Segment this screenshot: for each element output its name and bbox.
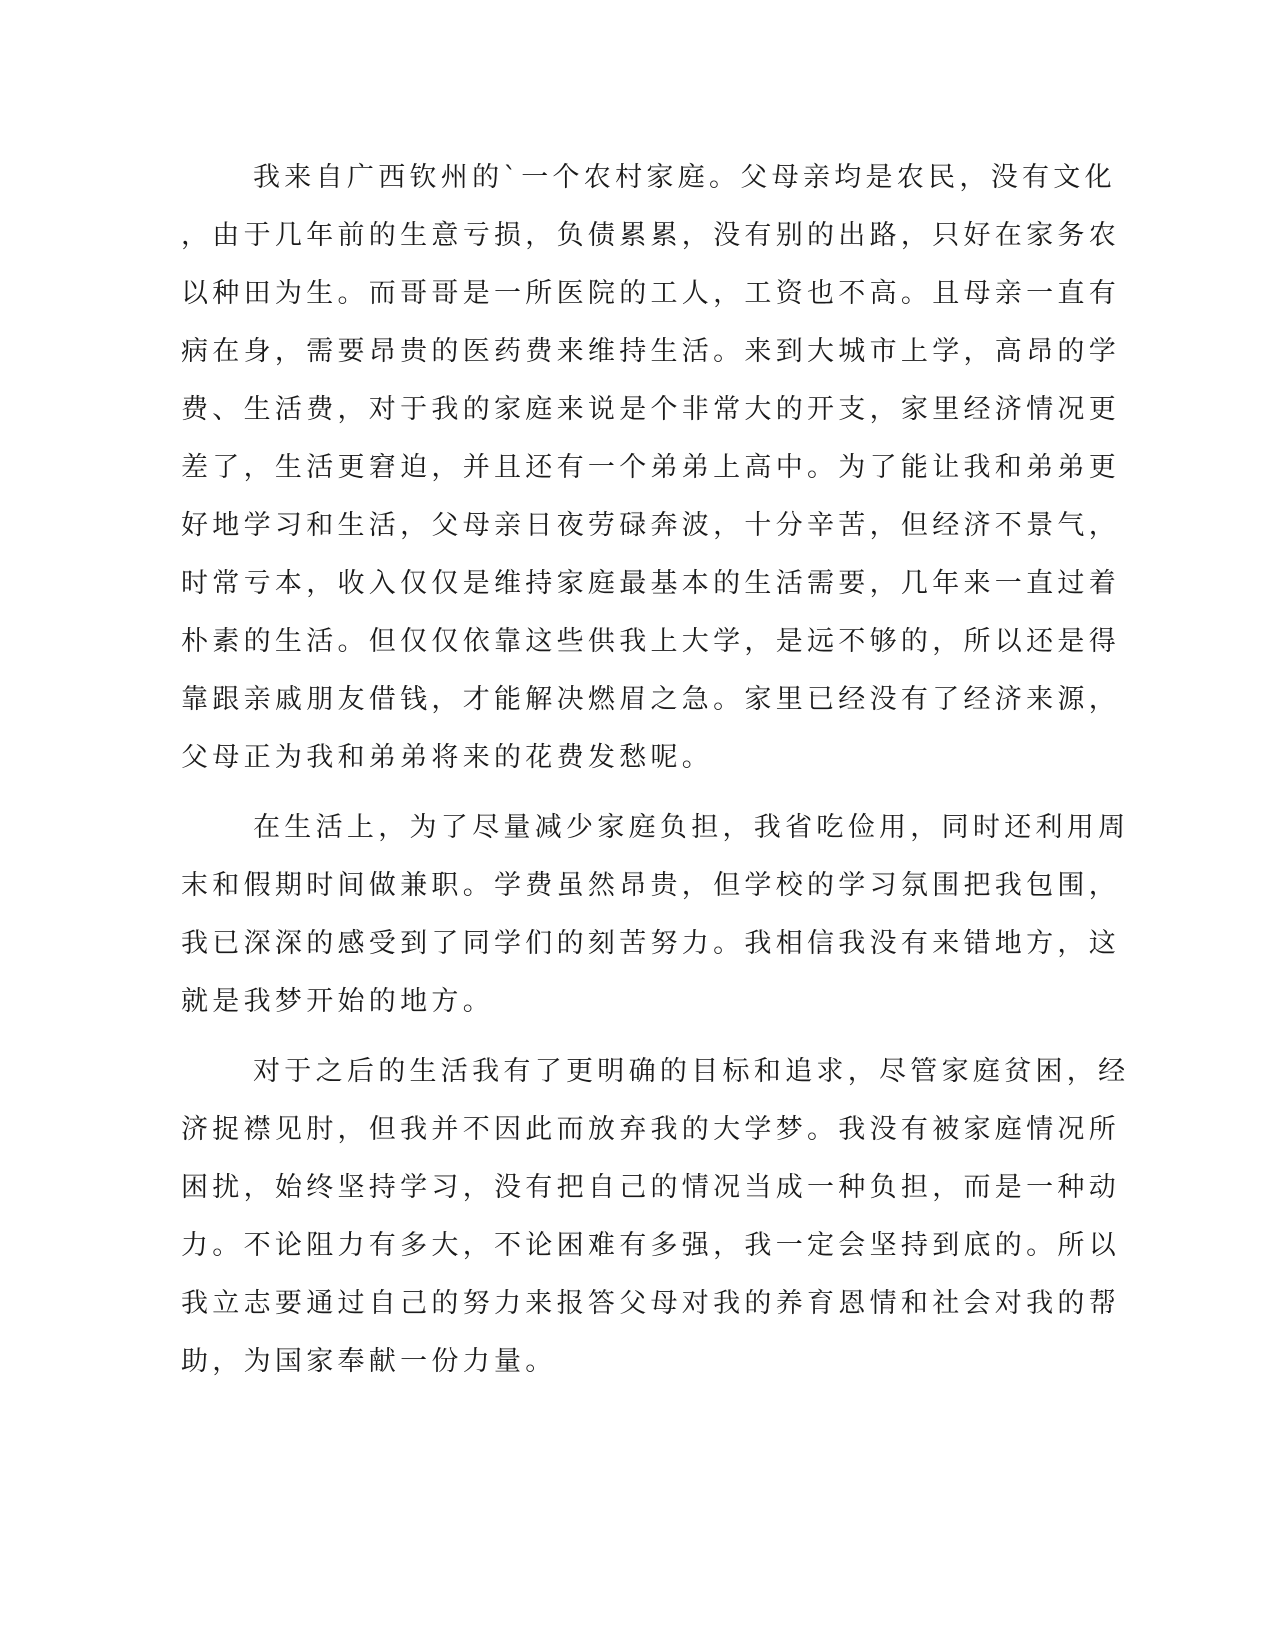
- paragraph-1-line-4: 病在身，需要昂贵的医药费来维持生活。来到大城市上学，高昂的学: [181, 336, 1120, 367]
- paragraph-1-line-8: 时常亏本，收入仅仅是维持家庭最基本的生活需要，几年来一直过着: [181, 568, 1120, 599]
- paragraph-2-line-2: 末和假期时间做兼职。学费虽然昂贵，但学校的学习氛围把我包围，: [181, 870, 1120, 901]
- paragraph-1-line-2: ，由于几年前的生意亏损，负债累累，没有别的出路，只好在家务农: [181, 220, 1120, 251]
- paragraph-3-line-1: 对于之后的生活我有了更明确的目标和追求，尽管家庭贫困，经: [253, 1056, 1130, 1087]
- paragraph-1-line-3: 以种田为生。而哥哥是一所医院的工人，工资也不高。且母亲一直有: [181, 278, 1120, 309]
- paragraph-1-line-10: 靠跟亲戚朋友借钱，才能解决燃眉之急。家里已经没有了经济来源，: [181, 684, 1120, 715]
- paragraph-1-line-7: 好地学习和生活，父母亲日夜劳碌奔波，十分辛苦，但经济不景气，: [181, 510, 1120, 541]
- paragraph-3-line-4: 力。不论阻力有多大，不论困难有多强，我一定会坚持到底的。所以: [181, 1230, 1120, 1261]
- paragraph-2-line-1: 在生活上，为了尽量减少家庭负担，我省吃俭用，同时还利用周: [253, 812, 1130, 843]
- paragraph-1-line-6: 差了，生活更窘迫，并且还有一个弟弟上高中。为了能让我和弟弟更: [181, 452, 1120, 483]
- paragraph-3-line-2: 济捉襟见肘，但我并不因此而放弃我的大学梦。我没有被家庭情况所: [181, 1114, 1120, 1145]
- paragraph-2-line-3: 我已深深的感受到了同学们的刻苦努力。我相信我没有来错地方，这: [181, 928, 1120, 959]
- paragraph-1-line-5: 费、生活费，对于我的家庭来说是个非常大的开支，家里经济情况更: [181, 394, 1120, 425]
- paragraph-2-line-4: 就是我梦开始的地方。: [181, 986, 494, 1017]
- paragraph-1-line-1: 我来自广西钦州的`一个农村家庭。父母亲均是农民，没有文化: [253, 162, 1116, 193]
- paragraph-1-line-9: 朴素的生活。但仅仅依靠这些供我上大学，是远不够的，所以还是得: [181, 626, 1120, 657]
- paragraph-3-line-6: 助，为国家奉献一份力量。: [181, 1346, 557, 1377]
- paragraph-3-line-5: 我立志要通过自己的努力来报答父母对我的养育恩情和社会对我的帮: [181, 1288, 1120, 1319]
- paragraph-1-line-11: 父母正为我和弟弟将来的花费发愁呢。: [181, 742, 714, 773]
- paragraph-3-line-3: 困扰，始终坚持学习，没有把自己的情况当成一种负担，而是一种动: [181, 1172, 1120, 1203]
